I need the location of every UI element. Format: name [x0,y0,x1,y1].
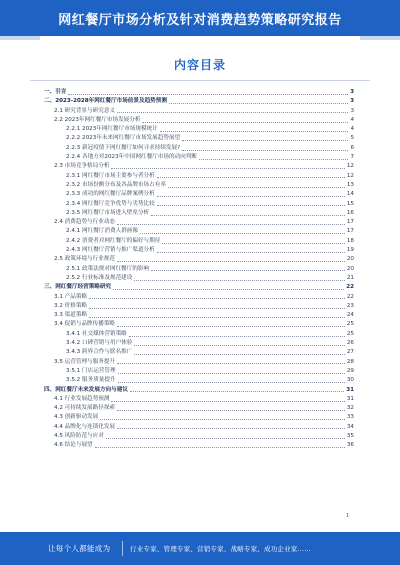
toc-entry-title: 3.4.2 口碑营销与用户体验 [66,340,133,347]
toc-entry-page: 3 [350,107,354,114]
toc-entry-title: 3.1 产品策略 [54,293,88,300]
toc-entry[interactable] [44,237,354,246]
toc-entry-page: 17 [346,228,354,235]
toc-entry[interactable] [44,97,354,106]
toc-leader-dots [157,252,345,253]
toc-entry-page: 21 [346,274,354,281]
toc-leader-dots [117,363,345,364]
toc-entry-title: 2.3.4 网红餐厅竞争优势与劣势比较 [66,200,155,207]
toc-entry[interactable] [44,255,354,264]
toc-leader-dots [117,326,345,327]
toc-entry[interactable] [44,404,354,413]
toc-entry[interactable] [44,432,354,441]
toc-entry[interactable] [44,218,354,227]
toc-entry-title: 2.2 2023年网红餐厅市场发展分析 [54,116,141,123]
toc-entry-page: 17 [346,219,354,226]
toc-leader-dots [134,345,345,346]
toc-entry[interactable] [44,441,354,450]
toc-leader-dots [168,187,345,188]
toc-entry-title: 2.3.3 成功的网红餐厅品牌案例分析 [66,191,155,198]
toc-entry-page: 12 [346,172,354,179]
toc-entry[interactable] [44,339,354,348]
toc-entry-page: 33 [346,414,354,421]
toc-entry[interactable] [44,367,354,376]
toc-entry-title: 4.1 行业发展趋势预测 [54,395,110,402]
toc-entry-title: 2.4 消费趋势与行业动态 [54,219,116,226]
toc-entry-page: 20 [346,256,354,263]
toc-leader-dots [113,289,344,290]
toc-leader-dots [95,447,345,448]
toc-leader-dots [106,438,345,439]
toc-entry-title: 3.4 促销与品牌传播策略 [54,321,116,328]
toc-divider [30,80,370,81]
toc-entry[interactable] [44,311,354,320]
toc-entry[interactable] [44,144,354,153]
toc-entry-page: 31 [346,386,354,393]
toc-entry-page: 34 [346,423,354,430]
toc-entry-page: 20 [346,265,354,272]
toc-entry[interactable] [44,423,354,432]
toc-entry-page: 14 [346,191,354,198]
toc-entry[interactable] [44,386,354,395]
toc-entry-title: 2.4.1 网红餐厅消费人群画像 [66,228,138,235]
toc-entry-page: 25 [346,321,354,328]
toc-entry[interactable] [44,413,354,422]
toc-entry-page: 22 [346,284,354,291]
toc-entry[interactable] [44,172,354,181]
toc-entry-title: 3.3 渠道策略 [54,312,88,319]
toc-entry[interactable] [44,246,354,255]
toc-entry[interactable] [44,302,354,311]
toc-entry[interactable] [44,200,354,209]
toc-leader-dots [117,224,345,225]
toc-entry-title: 2.1 研究背景与研究意义 [54,107,116,114]
toc-entry-page: 32 [346,405,354,412]
toc-entry[interactable] [44,227,354,236]
toc-entry-page: 18 [346,237,354,244]
toc-entry[interactable] [44,330,354,339]
toc-entry-title: 2.2.3 新冠疫情下网红餐厅如何寻求持续发展? [66,144,181,151]
toc-leader-dots [118,382,345,383]
toc-entry[interactable] [44,358,354,367]
toc-entry-title: 2.3.2 市场份额分布及各品牌市场占有率 [66,181,166,188]
toc-entry[interactable] [44,125,354,134]
toc-entry-page: 5 [350,135,354,142]
toc-entry-page: 28 [346,358,354,365]
toc-leader-dots [134,354,345,355]
toc-leader-dots [68,94,348,95]
toc-entry-title: 3.5 运营管理与服务提升 [54,358,116,365]
toc-entry-title: 2.5.2 行业标准及规范建设 [66,274,133,281]
toc-entry-page: 26 [346,340,354,347]
toc-entry-title: 2.5 政策环境与行业规范 [54,256,116,263]
toc-entry-page: 15 [346,200,354,207]
toc-leader-dots [117,112,348,113]
toc-entry-page: 12 [346,163,354,170]
toc-entry[interactable] [44,181,354,190]
report-title: 网红餐厅市场分析及针对消费趋势策略研究报告 [58,13,342,28]
toc-entry[interactable] [44,395,354,404]
toc-leader-dots [142,122,348,123]
toc-leader-dots [157,196,345,197]
toc-entry-page: 22 [346,293,354,300]
toc-entry-page: 35 [346,432,354,439]
toc-entry-title: 4.4 品牌化与连锁化发展 [54,423,116,430]
toc-entry-page: 13 [346,181,354,188]
footer-banner [0,532,400,565]
toc-leader-dots [117,428,345,429]
toc-entry-title: 2.2.1 2023年网红餐厅市场规模统计 [66,126,158,133]
toc-entry[interactable] [44,209,354,218]
toc-leader-dots [151,270,345,271]
toc-entry-page: 19 [346,247,354,254]
toc-entry[interactable] [44,283,354,292]
toc-leader-dots [157,205,345,206]
toc-leader-dots [182,140,348,141]
toc-leader-dots [151,215,345,216]
toc-entry[interactable] [44,376,354,385]
toc-entry-title: 2.2.4 各地方对2023年中国网红餐厅市场的动向判断 [66,154,197,161]
toc-entry-title: 2.4.3 网红餐厅营销与推广渠道分析 [66,247,155,254]
toc-leader-dots [199,159,349,160]
toc-leader-dots [129,336,345,337]
toc-leader-dots [162,243,345,244]
toc-entry[interactable] [44,265,354,274]
toc-entry-title: 2.4.2 消费者对网红餐厅的偏好与期待 [66,237,161,244]
toc-entry-page: 16 [346,209,354,216]
toc-entry-title: 3.4.3 跨界合作与联名推广 [66,349,133,356]
footer-divider [122,541,123,556]
toc-entry-title: 3.4.1 社交媒体营销策略 [66,330,127,337]
toc-entry-page: 30 [346,377,354,384]
toc-entry-page: 27 [346,349,354,356]
toc-entry[interactable] [44,274,354,283]
page-number: 1 [346,513,350,519]
toc-entry-page: 23 [346,302,354,309]
toc-leader-dots [111,168,344,169]
toc-entry[interactable] [44,107,354,116]
toc-entry-title: 4.6 结论与展望 [54,442,93,449]
toc-leader-dots [89,317,345,318]
toc-entry-title: 3.2 价格策略 [54,302,88,309]
toc-entry-title: 4.2 可持续发展路径探索 [54,405,116,412]
toc-leader-dots [111,401,344,402]
toc-leader-dots [182,150,348,151]
toc-leader-dots [160,131,349,132]
toc-entry-title: 4.3 创新驱动发展 [54,414,99,421]
toc-entry-page: 29 [346,367,354,374]
toc-heading: 内容目录 [173,58,226,72]
header-accent-right [360,36,400,40]
toc-entry-page: 6 [350,144,354,151]
toc-entry-page: 7 [350,154,354,161]
toc-entry[interactable] [44,162,354,171]
toc-entry-title: 2.5.1 政策法规对网红餐厅的影响 [66,265,150,272]
toc-entry-page: 24 [346,312,354,319]
footer-slogan: 让每个人都能成为 [48,544,111,553]
toc-entry-title: 2.3 市场竞争格局分析 [54,163,110,170]
toc-entry-page: 3 [350,98,354,105]
toc-entry-title: 2.2.2 2023年未来网红餐厅市场发展趋势展望 [66,135,181,142]
toc-entry[interactable] [44,348,354,357]
toc-entry-title: 2.3.5 网红餐厅市场进入壁垒分析 [66,209,150,216]
toc-entry-page: 25 [346,330,354,337]
toc-entry[interactable] [44,190,354,199]
toc-entry-title: 3.5.2 服务质量提升 [66,377,116,384]
toc-entry-title: 3.5.1 门店运营管理 [66,367,116,374]
toc-entry[interactable] [44,320,354,329]
toc-entry[interactable] [44,116,354,125]
toc-leader-dots [89,298,345,299]
toc-entry-title: 二、2023-2028年网红餐厅市场前景及趋势预测 [44,98,167,105]
table-of-contents [44,88,354,451]
toc-leader-dots [100,419,345,420]
toc-entry-page: 36 [346,442,354,449]
toc-leader-dots [118,373,345,374]
toc-entry-title: 三、网红餐厅经营策略研究 [44,284,112,291]
toc-entry[interactable] [44,88,354,97]
footer-tagline: 行业专家、管理专家、营销专家、战略专家、成功企业家…… [130,545,311,553]
toc-leader-dots [140,233,345,234]
toc-leader-dots [89,308,345,309]
toc-entry-title: 一、引言 [44,89,67,95]
header-banner [0,0,400,36]
toc-leader-dots [130,391,344,392]
toc-entry-page: 31 [346,395,354,402]
toc-leader-dots [157,177,345,178]
toc-leader-dots [117,261,345,262]
toc-entry[interactable] [44,293,354,302]
toc-entry-page: 4 [350,126,354,133]
header-accent-left [0,36,40,40]
toc-entry-page: 3 [350,89,354,95]
toc-entry-page: 4 [350,116,354,123]
toc-entry[interactable] [44,153,354,162]
toc-entry[interactable] [44,134,354,143]
toc-leader-dots [169,103,348,104]
toc-entry-title: 4.5 风险防范与应对 [54,432,104,439]
toc-leader-dots [117,410,345,411]
toc-entry-title: 四、网红餐厅未来发展方向与建议 [44,386,128,393]
toc-leader-dots [134,280,345,281]
toc-entry-title: 2.3.1 网红餐厅市场主要参与者分析 [66,172,155,179]
